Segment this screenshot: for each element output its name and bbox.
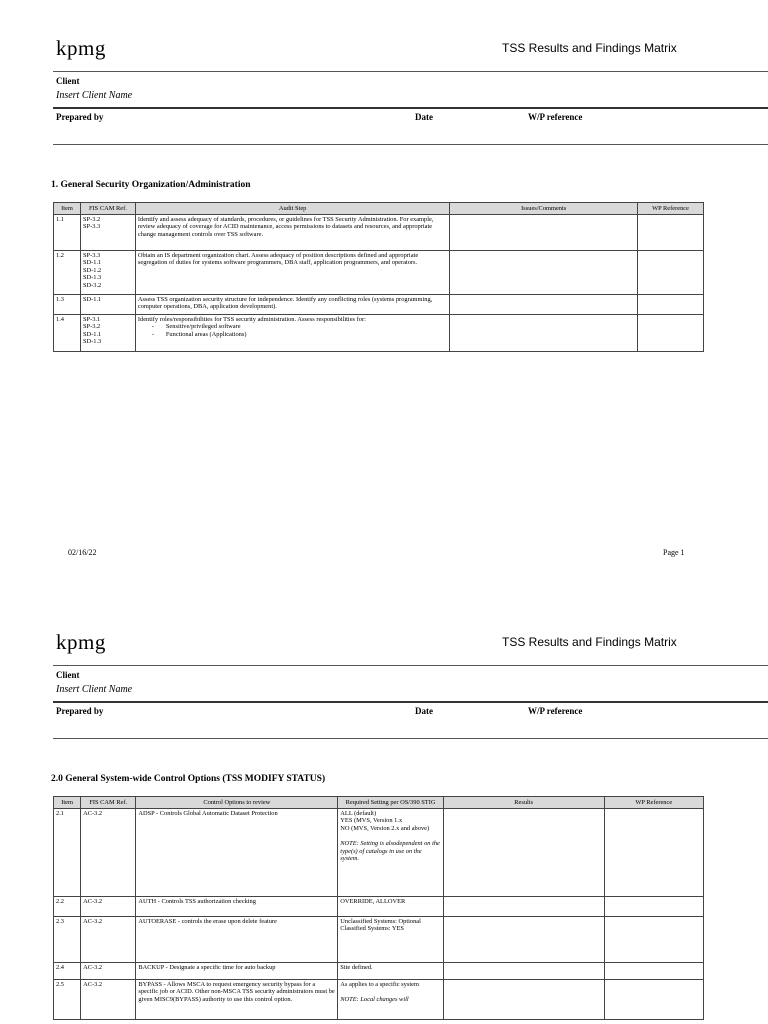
section-title: 1. General Security Organization/Administration: [51, 180, 251, 190]
divider: [53, 738, 768, 739]
wp-reference-label: W/P reference: [528, 706, 583, 716]
item-cell: 2.2: [54, 897, 81, 917]
audit-step-cell: [135, 251, 449, 295]
wp-reference-cell: [638, 315, 704, 352]
issues-cell: [450, 251, 638, 295]
column-header: Issues/Comments: [450, 203, 638, 215]
column-header: Required Setting per OS/390 STIG: [338, 797, 443, 809]
column-header: Item: [54, 203, 81, 215]
ref-code: SP-3.3: [82, 252, 101, 259]
client-label: Client: [56, 76, 80, 86]
ref-code: SD-1.1: [82, 296, 102, 303]
prepared-by-label: Prepared by: [56, 706, 104, 716]
column-header: WP Reference: [638, 203, 704, 215]
divider: [53, 665, 768, 666]
client-name: Insert Client Name: [56, 684, 133, 695]
setting-line: Site defined.: [340, 964, 373, 971]
required-setting-cell: [338, 897, 443, 917]
date-label: Date: [415, 706, 433, 716]
audit-step-cell: [135, 215, 449, 251]
item-cell: 1.1: [54, 215, 81, 251]
column-header: Control Options to review: [136, 797, 338, 809]
audit-step-text: Assess TSS organization security structure for independence. Identify any conflicting roles (systems programming, computer operations, DBA, application development).: [137, 296, 433, 311]
wp-reference-cell: [638, 251, 704, 295]
prepared-by-label: Prepared by: [56, 112, 104, 122]
setting-line: NO (MVS, Version 2.x and above): [340, 824, 430, 832]
divider: [53, 107, 768, 109]
client-name: Insert Client Name: [56, 90, 133, 101]
column-header: Results: [443, 797, 604, 809]
document-title: TSS Results and Findings Matrix: [502, 41, 677, 55]
control-option-cell: ADSP - Controls Global Automatic Dataset Protection: [136, 809, 338, 897]
ref-code: SP-3.1: [82, 316, 101, 323]
table-row: [54, 917, 704, 963]
control-option-cell: BYPASS - Allows MSCA to request emergency security bypass for a specific job or ACID. Other non-MSCA TSS security administrators must be given MISC9(BYPASS) authority to use this control option.: [136, 980, 338, 1020]
audit-step-cell: [135, 315, 449, 352]
item-cell: 2.4: [54, 963, 81, 980]
footer-page-number: Page 1: [663, 548, 685, 557]
item-cell: 2.3: [54, 917, 81, 963]
ref-code: SD-1.1: [82, 259, 102, 267]
control-option-cell: BACKUP - Designate a specific time for auto backup: [136, 963, 338, 980]
audit-step-text: Identify and assess adequacy of standards, procedures, or guidelines for TSS Security Administration. For example, review adequacy of coverage for ACID maintenance, access permissions to datasets and resources, and appropriate change management controls over TSS software.: [137, 216, 434, 238]
required-setting-cell: [338, 809, 443, 897]
ref-cell: AC-3.2: [81, 809, 136, 897]
issues-cell: [450, 295, 638, 315]
setting-note: NOTE: Local changes will: [340, 996, 409, 1004]
ref-code: SD-1.3: [82, 274, 102, 282]
control-option-cell: AUTH - Controls TSS authorization checking: [136, 897, 338, 917]
table-row: [54, 315, 704, 352]
item-cell: 1.3: [54, 295, 81, 315]
table-row: [54, 215, 704, 251]
table-row: [54, 980, 704, 1020]
ref-cell: AC-3.2: [81, 963, 136, 980]
bullet-item: - Functional areas (Applications): [166, 331, 447, 338]
required-setting-cell: [338, 963, 443, 980]
ref-code: SD-1.2: [82, 266, 102, 274]
audit-step-text: Identify roles/responsibilities for TSS security administration. Assess responsibilities for:: [137, 316, 366, 323]
ref-cell: [80, 251, 135, 295]
results-cell: [443, 980, 604, 1020]
ref-cell: [80, 215, 135, 251]
results-cell: [443, 917, 604, 963]
footer-date: 02/16/22: [68, 548, 97, 557]
page-2: [0, 594, 768, 1024]
wp-reference-cell: [604, 897, 703, 917]
ref-cell: [80, 315, 135, 352]
table-row: [54, 963, 704, 980]
divider: [53, 701, 768, 703]
column-header: WP Reference: [604, 797, 703, 809]
wp-reference-cell: [604, 963, 703, 980]
item-cell: 1.2: [54, 251, 81, 295]
kpmg-logo: kpmg: [56, 36, 106, 60]
wp-reference-label: W/P reference: [528, 112, 583, 122]
client-label: Client: [56, 670, 80, 680]
setting-note: NOTE: Setting is alsodependent on the type(s) of catalogs in use on the system.: [340, 840, 440, 863]
kpmg-logo: kpmg: [56, 630, 106, 654]
item-cell: 2.5: [54, 980, 81, 1020]
ref-code: SD-1.3: [82, 338, 102, 346]
wp-reference-cell: [604, 917, 703, 963]
column-header: FIS CAM Ref.: [81, 797, 136, 809]
table-row: [54, 295, 704, 315]
column-header: Item: [54, 797, 81, 809]
wp-reference-cell: [638, 215, 704, 251]
table-row: [54, 809, 704, 897]
issues-cell: [450, 215, 638, 251]
ref-cell: AC-3.2: [81, 917, 136, 963]
control-options-table: [53, 796, 704, 1020]
ref-cell: [80, 295, 135, 315]
setting-line: ALL (default): [340, 810, 377, 817]
results-cell: [443, 963, 604, 980]
audit-step-text: Obtain an IS department organization chart. Assess adequacy of position descriptions defined and appropriate segregation of duties for systems software programmers, DBA staff, application programmers, and operators.: [137, 252, 419, 267]
item-cell: 1.4: [54, 315, 81, 352]
bullet-list: [138, 323, 447, 338]
date-label: Date: [415, 112, 433, 122]
setting-line: As applies to a specific system: [340, 981, 419, 988]
wp-reference-cell: [638, 295, 704, 315]
setting-line: Unclassified Systems: Optional: [340, 918, 421, 925]
item-cell: 2.1: [54, 809, 81, 897]
required-setting-cell: [338, 980, 443, 1020]
column-header: FIS CAM Ref.: [80, 203, 135, 215]
divider: [53, 144, 768, 145]
required-setting-cell: [338, 917, 443, 963]
ref-code: SP-3.2: [82, 323, 101, 331]
bullet-item: - Sensitive/privileged software: [166, 323, 447, 330]
audit-step-cell: [135, 295, 449, 315]
wp-reference-cell: [604, 980, 703, 1020]
ref-code: SD-3.2: [82, 281, 102, 289]
document-title: TSS Results and Findings Matrix: [502, 635, 677, 649]
results-cell: [443, 809, 604, 897]
control-option-cell: AUTOERASE - controls the erase upon delete feature: [136, 917, 338, 963]
ref-cell: AC-3.2: [81, 980, 136, 1020]
table-row: [54, 251, 704, 295]
ref-code: SP-3.3: [82, 223, 101, 231]
setting-line: OVERRIDE, ALLOVER: [340, 898, 406, 905]
setting-line: Classified Systems: YES: [340, 925, 404, 933]
issues-cell: [450, 315, 638, 352]
section-title: 2.0 General System-wide Control Options (TSS MODIFY STATUS): [51, 774, 326, 784]
divider: [53, 71, 768, 72]
table-row: [54, 897, 704, 917]
ref-code: SP-3.2: [82, 216, 101, 223]
wp-reference-cell: [604, 809, 703, 897]
setting-line: YES (MVS, Version 1.x: [340, 817, 403, 825]
ref-code: SD-1.1: [82, 330, 102, 338]
audit-steps-table: [53, 202, 704, 352]
column-header: Audit Step: [135, 203, 449, 215]
results-cell: [443, 897, 604, 917]
ref-cell: AC-3.2: [81, 897, 136, 917]
